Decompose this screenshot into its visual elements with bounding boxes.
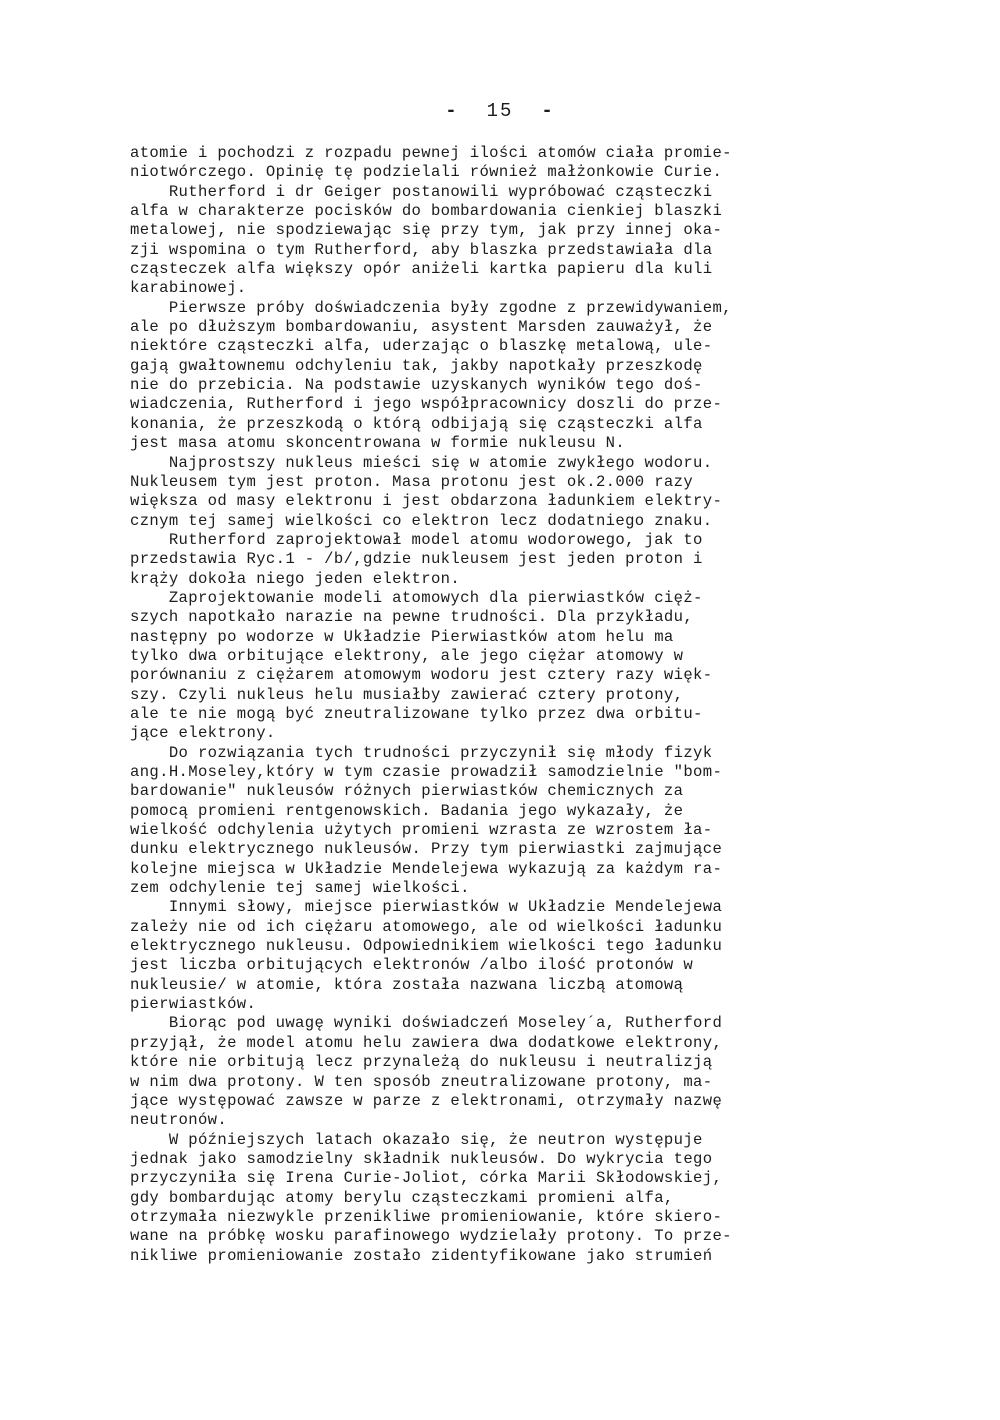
text-line: Najprostszy nukleus mieści się w atomie zwykłego wodoru. <box>130 453 713 472</box>
text-line: W późniejszych latach okazało się, że neutron występuje <box>130 1130 703 1149</box>
text-line: szy. Czyli nukleus helu musiałby zawierać cztery protony, <box>130 685 684 704</box>
text-line: pierwiastków. <box>130 995 257 1014</box>
text-line: otrzymała niezwykle przenikliwe promieniowanie, które skiero- <box>130 1207 723 1226</box>
text-line: zależy nie od ich ciężaru atomowego, ale od wielkości ładunku <box>130 917 723 936</box>
text-line: alfa w charakterze pocisków do bombardowania cienkiej blaszki <box>130 202 723 221</box>
text-line: Rutherford zaprojektował model atomu wodorowego, jak to <box>130 530 703 549</box>
text-line: Pierwsze próby doświadczenia były zgodne z przewidywaniem, <box>130 298 732 317</box>
text-line: dunku elektrycznego nukleusów. Przy tym pierwiastki zajmujące <box>130 840 723 859</box>
text-line: większa od masy elektronu i jest obdarzona ładunkiem elektry- <box>130 492 723 511</box>
text-line: cząsteczek alfa większy opór aniżeli kartka papieru dla kuli <box>130 260 713 279</box>
text-line: jest masa atomu skoncentrowana w formie nukleusu N. <box>130 434 626 453</box>
text-line: które nie orbitują lecz przynależą do nukleusu i neutralizją <box>130 1053 713 1072</box>
text-line: jące elektrony. <box>130 724 276 743</box>
text-line: zem odchylenie tej samej wielkości. <box>130 879 470 898</box>
text-line: przedstawia Ryc.1 - /b/,gdzie nukleusem jest jeden proton i <box>130 550 703 569</box>
text-line: Innymi słowy, miejsce pierwiastków w Układzie Mendelejewa <box>130 898 723 917</box>
text-line: Zaprojektowanie modeli atomowych dla pierwiastków cięż- <box>130 588 703 607</box>
text-line: cznym tej samej wielkości co elektron lecz dodatniego znaku. <box>130 511 713 530</box>
text-line: elektrycznego nukleusu. Odpowiednikiem wielkości tego ładunku <box>130 937 723 956</box>
text-line: nie do przebicia. Na podstawie uzyskanych wyników tego doś- <box>130 376 703 395</box>
text-line: wielkość odchylenia użytych promieni wzrasta ze wzrostem ła- <box>130 821 713 840</box>
text-line: ang.H.Moseley,który w tym czasie prowadził samodzielnie "bom- <box>130 763 723 781</box>
text-line: nikliwe promieniowanie zostało zidentyfikowane jako strumień <box>130 1246 713 1265</box>
text-line: ale po dłuższym bombardowaniu, asystent Marsden zauważył, że <box>130 318 713 337</box>
text-line: niektóre cząsteczki alfa, uderzając o blaszkę metalową, ule- <box>130 337 713 356</box>
text-line: w nim dwa protony. W ten sposób zneutralizowane protony, ma- <box>130 1072 713 1091</box>
text-line: tylko dwa orbitujące elektrony, ale jego ciężar atomowy w <box>130 646 684 665</box>
text-line: wiadczenia, Rutherford i jego współpracownicy doszli do prze- <box>130 395 723 414</box>
text-line: gdy bombardując atomy berylu cząsteczkami promieni alfa, <box>130 1188 674 1207</box>
text-line: ale te nie mogą być zneutralizowane tylko przez dwa orbitu- <box>130 704 703 723</box>
text-line: konania, że przeszkodą o którą odbijają się cząsteczki alfa <box>130 414 703 433</box>
text-line: Biorąc pod uwagę wyniki doświadczeń Moseley´a, Rutherford <box>130 1014 723 1033</box>
text-line: Nukleusem tym jest proton. Masa protonu jest ok.2.000 razy <box>130 472 694 491</box>
text-line: następny po wodorze w Układzie Pierwiastków atom helu ma <box>130 627 674 646</box>
text-line: szych napotkało narazie na pewne trudności. Dla przykładu, <box>130 608 694 627</box>
text-line: przyjął, że model atomu helu zawiera dwa dodatkowe elektrony, <box>130 1033 723 1052</box>
text-line: metalowej, nie spodziewając się przy tym, jak przy innej oka- <box>130 221 723 240</box>
text-line: wane na próbkę wosku parafinowego wydzielały protony. To prze- <box>130 1227 732 1246</box>
text-line: jące występować zawsze w parze z elektronami, otrzymały nazwę <box>130 1091 723 1110</box>
text-line: bardowanie" nukleusów różnych pierwiastków chemicznych za <box>130 782 684 801</box>
text-line: przyczyniła się Irena Curie-Joliot, córka Marii Skłodowskiej, <box>130 1169 723 1188</box>
text-line: niotwórczego. Opinię tę podzielali również małżonkowie Curie. <box>130 163 723 182</box>
page-number <box>0 100 1000 122</box>
text-line: jest liczba orbitujących elektronów /albo ilość protonów w <box>130 956 694 975</box>
text-line: pomocą promieni rentgenowskich. Badania jego wykazały, że <box>130 801 684 820</box>
text-line: porównaniu z ciężarem atomowym wodoru jest cztery razy więk- <box>130 666 713 685</box>
text-line: karabinowej. <box>130 279 247 298</box>
text-line: nukleusie/ w atomie, która została nazwana liczbą atomową <box>130 975 684 994</box>
page-number-dash-left: - <box>445 100 459 122</box>
text-line: zji wspomina o tym Rutherford, aby blaszka przedstawiała dla <box>130 240 713 259</box>
page-number-dash-right: - <box>541 100 555 122</box>
body-text <box>130 144 890 1266</box>
text-line: krąży dokoła niego jeden elektron. <box>130 569 461 588</box>
text-line: jednak jako samodzielny składnik nukleusów. Do wykrycia tego <box>130 1149 713 1168</box>
text-line: Do rozwiązania tych trudności przyczynił się młody fizyk <box>130 743 713 762</box>
text-line: Rutherford i dr Geiger postanowili wypróbować cząsteczki <box>130 182 713 201</box>
text-line: kolejne miejsca w Układzie Mendelejewa wykazują za każdym ra- <box>130 859 723 878</box>
page-number-value: 15 <box>486 100 514 122</box>
text-line: neutronów. <box>130 1111 228 1130</box>
text-line: atomie i pochodzi z rozpadu pewnej ilości atomów ciała promie- <box>130 144 732 162</box>
text-line: gają gwałtownemu odchyleniu tak, jakby napotkały przeszkodę <box>130 356 703 375</box>
